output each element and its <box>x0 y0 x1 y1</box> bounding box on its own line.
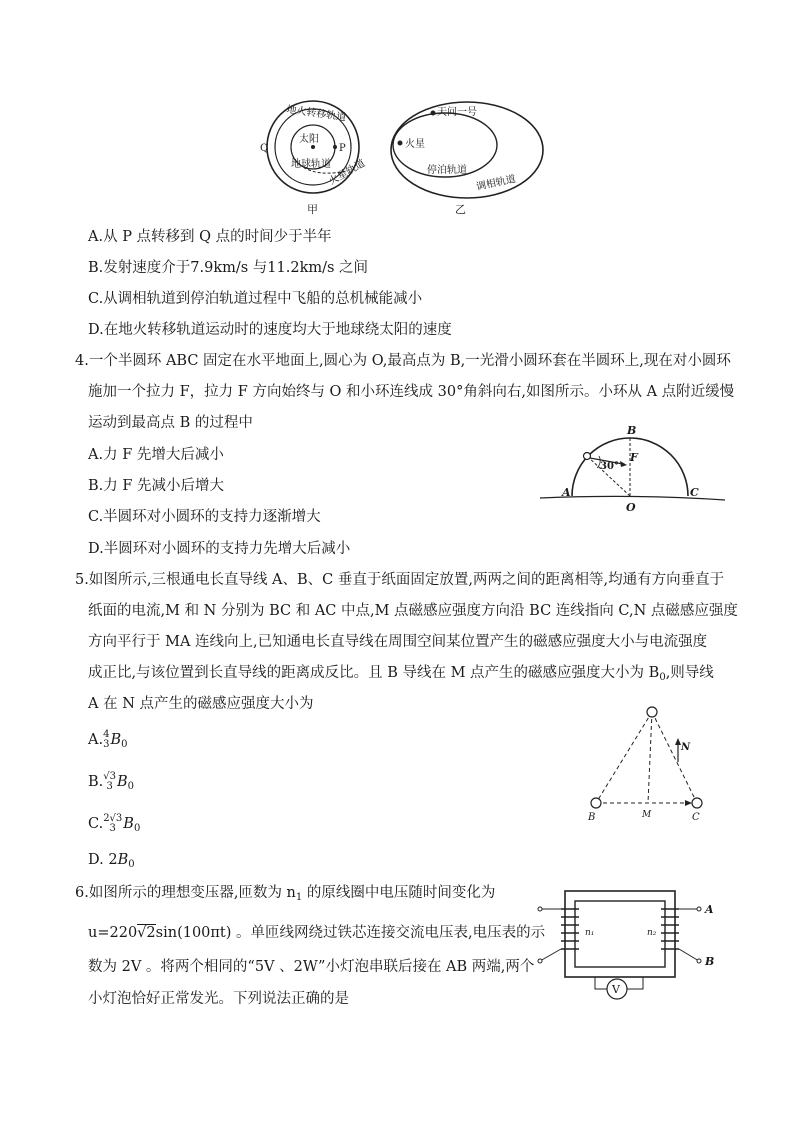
parking-orbit-label: 停泊轨道 <box>427 165 467 176</box>
q5-stem-line-5: A 在 N 点产生的磁感应强度大小为 <box>88 696 314 712</box>
q5-stem-line-2: 纸面的电流,M 和 N 分别为 BC 和 AC 中点,M 点磁感应强度方向沿 BC 连线指向 C,N 点磁感应强度 <box>88 603 738 619</box>
sun-label: 太阳 <box>299 134 319 145</box>
terminal-b-label: B <box>705 955 715 968</box>
probe-label: 天问一号 <box>437 107 477 118</box>
earth-orbit-label: 地球轨道 <box>291 159 331 170</box>
q6-stem-line-2: u=220√2sin(100πt) 。单匝线网绕过铁芯连接交流电压表,电压表的示 <box>88 925 546 941</box>
wire-c-label: C <box>692 812 700 823</box>
q4-stem-line-2: 施加一个拉力 F，拉力 F 方向始终与 O 和小环连线成 30°角斜向右,如图所示。小环从 A 点附近缓慢 <box>88 384 735 400</box>
angle-label: 30° <box>600 461 619 472</box>
wire-b-label: B <box>588 812 596 823</box>
wires-figure <box>580 700 710 825</box>
p-label: P <box>339 143 346 154</box>
a-label: A <box>562 486 571 499</box>
q4-option-a: A.力 F 先增大后减小 <box>88 447 224 463</box>
q3-option-c: C.从调相轨道到停泊轨道过程中飞船的总机械能减小 <box>88 291 423 307</box>
c-label: C <box>690 486 699 499</box>
q3-option-d: D.在地火转移轨道运动时的速度均大于地球绕太阳的速度 <box>88 322 452 338</box>
q4-option-c: C.半圆环对小圆环的支持力逐渐增大 <box>88 509 321 525</box>
q4-option-b: B.力 F 先减小后增大 <box>88 478 225 494</box>
mars-label: 火星 <box>405 139 425 150</box>
n1-label: n₁ <box>585 928 595 938</box>
m-label: M <box>642 810 652 820</box>
q5-stem-line-1: 5.如图所示,三根通电长直导线 A、B、C 垂直于纸面固定放置,两两之间的距离相等,均通有方向垂直于 <box>75 572 725 588</box>
q5-option-d: D. $2B_0$ <box>88 852 135 870</box>
o-label: O <box>626 501 636 514</box>
phasing-orbit-label: 调相轨道 <box>475 173 517 193</box>
b-label: B <box>627 424 637 437</box>
q5-stem-line-3: 方向平行于 MA 连线向上,已知通电长直导线在周围空间某位置产生的磁感应强度大小与电流强度 <box>88 634 708 650</box>
q4-stem-line-1: 4.一个半圆环 ABC 固定在水平地面上,圆心为 O,最高点为 B,一光滑小圆环套在半圆环上,现在对小圆环 <box>75 353 731 369</box>
q6-stem-line-4: 小灯泡恰好正常发光。下列说法正确的是 <box>88 991 349 1007</box>
orbit-figure <box>255 95 545 220</box>
n2-label: n₂ <box>647 928 657 938</box>
q5-option-c: C. 2√3 3 $B_0$ <box>88 813 141 834</box>
semicircle-figure <box>535 412 730 517</box>
q4-stem-line-3: 运动到最高点 B 的过程中 <box>88 415 253 431</box>
voltmeter-label: V <box>612 983 620 996</box>
n-label: N <box>681 742 691 753</box>
q4-option-d: D.半圆环对小圆环的支持力先增大后减小 <box>88 541 351 557</box>
q6-stem-line-3: 数为 2V 。将两个相同的“5V 、2W”小灯泡串联后接在 AB 两端,两个 <box>88 959 535 975</box>
q3-option-a: A.从 P 点转移到 Q 点的时间少于半年 <box>88 229 332 245</box>
figure-yi <box>391 102 543 216</box>
q6-stem-line-1: 6.如图所示的理想变压器,匝数为 $n_1$ 的原线圈中电压随时间变化为 <box>75 885 496 903</box>
q5-option-a: A. 4 3 $B_0$ <box>88 729 128 750</box>
jia-label: 甲 <box>307 203 318 216</box>
q3-option-b: B.发射速度介于7.9km/s 与11.2km/s 之间 <box>88 260 369 276</box>
figure-jia <box>260 101 367 216</box>
q5-option-b: B. √3 3 $B_0$ <box>88 771 135 792</box>
mars-orbit-label: 火星轨道 <box>327 158 368 188</box>
transformer-figure <box>535 885 725 1010</box>
q-label: Q <box>260 143 269 154</box>
yi-label: 乙 <box>455 203 466 216</box>
transfer-orbit-label: 地火转移轨道 <box>285 104 347 124</box>
secondary-coil <box>661 907 701 963</box>
terminal-a-label: A <box>705 903 714 916</box>
primary-coil <box>538 907 579 963</box>
q5-stem-line-4: 成正比,与该位置到长直导线的距离成反比。且 B 导线在 M 点产生的磁感应强度大小为 $B_0$,则导线 <box>88 665 714 683</box>
f-label: F <box>630 451 638 464</box>
